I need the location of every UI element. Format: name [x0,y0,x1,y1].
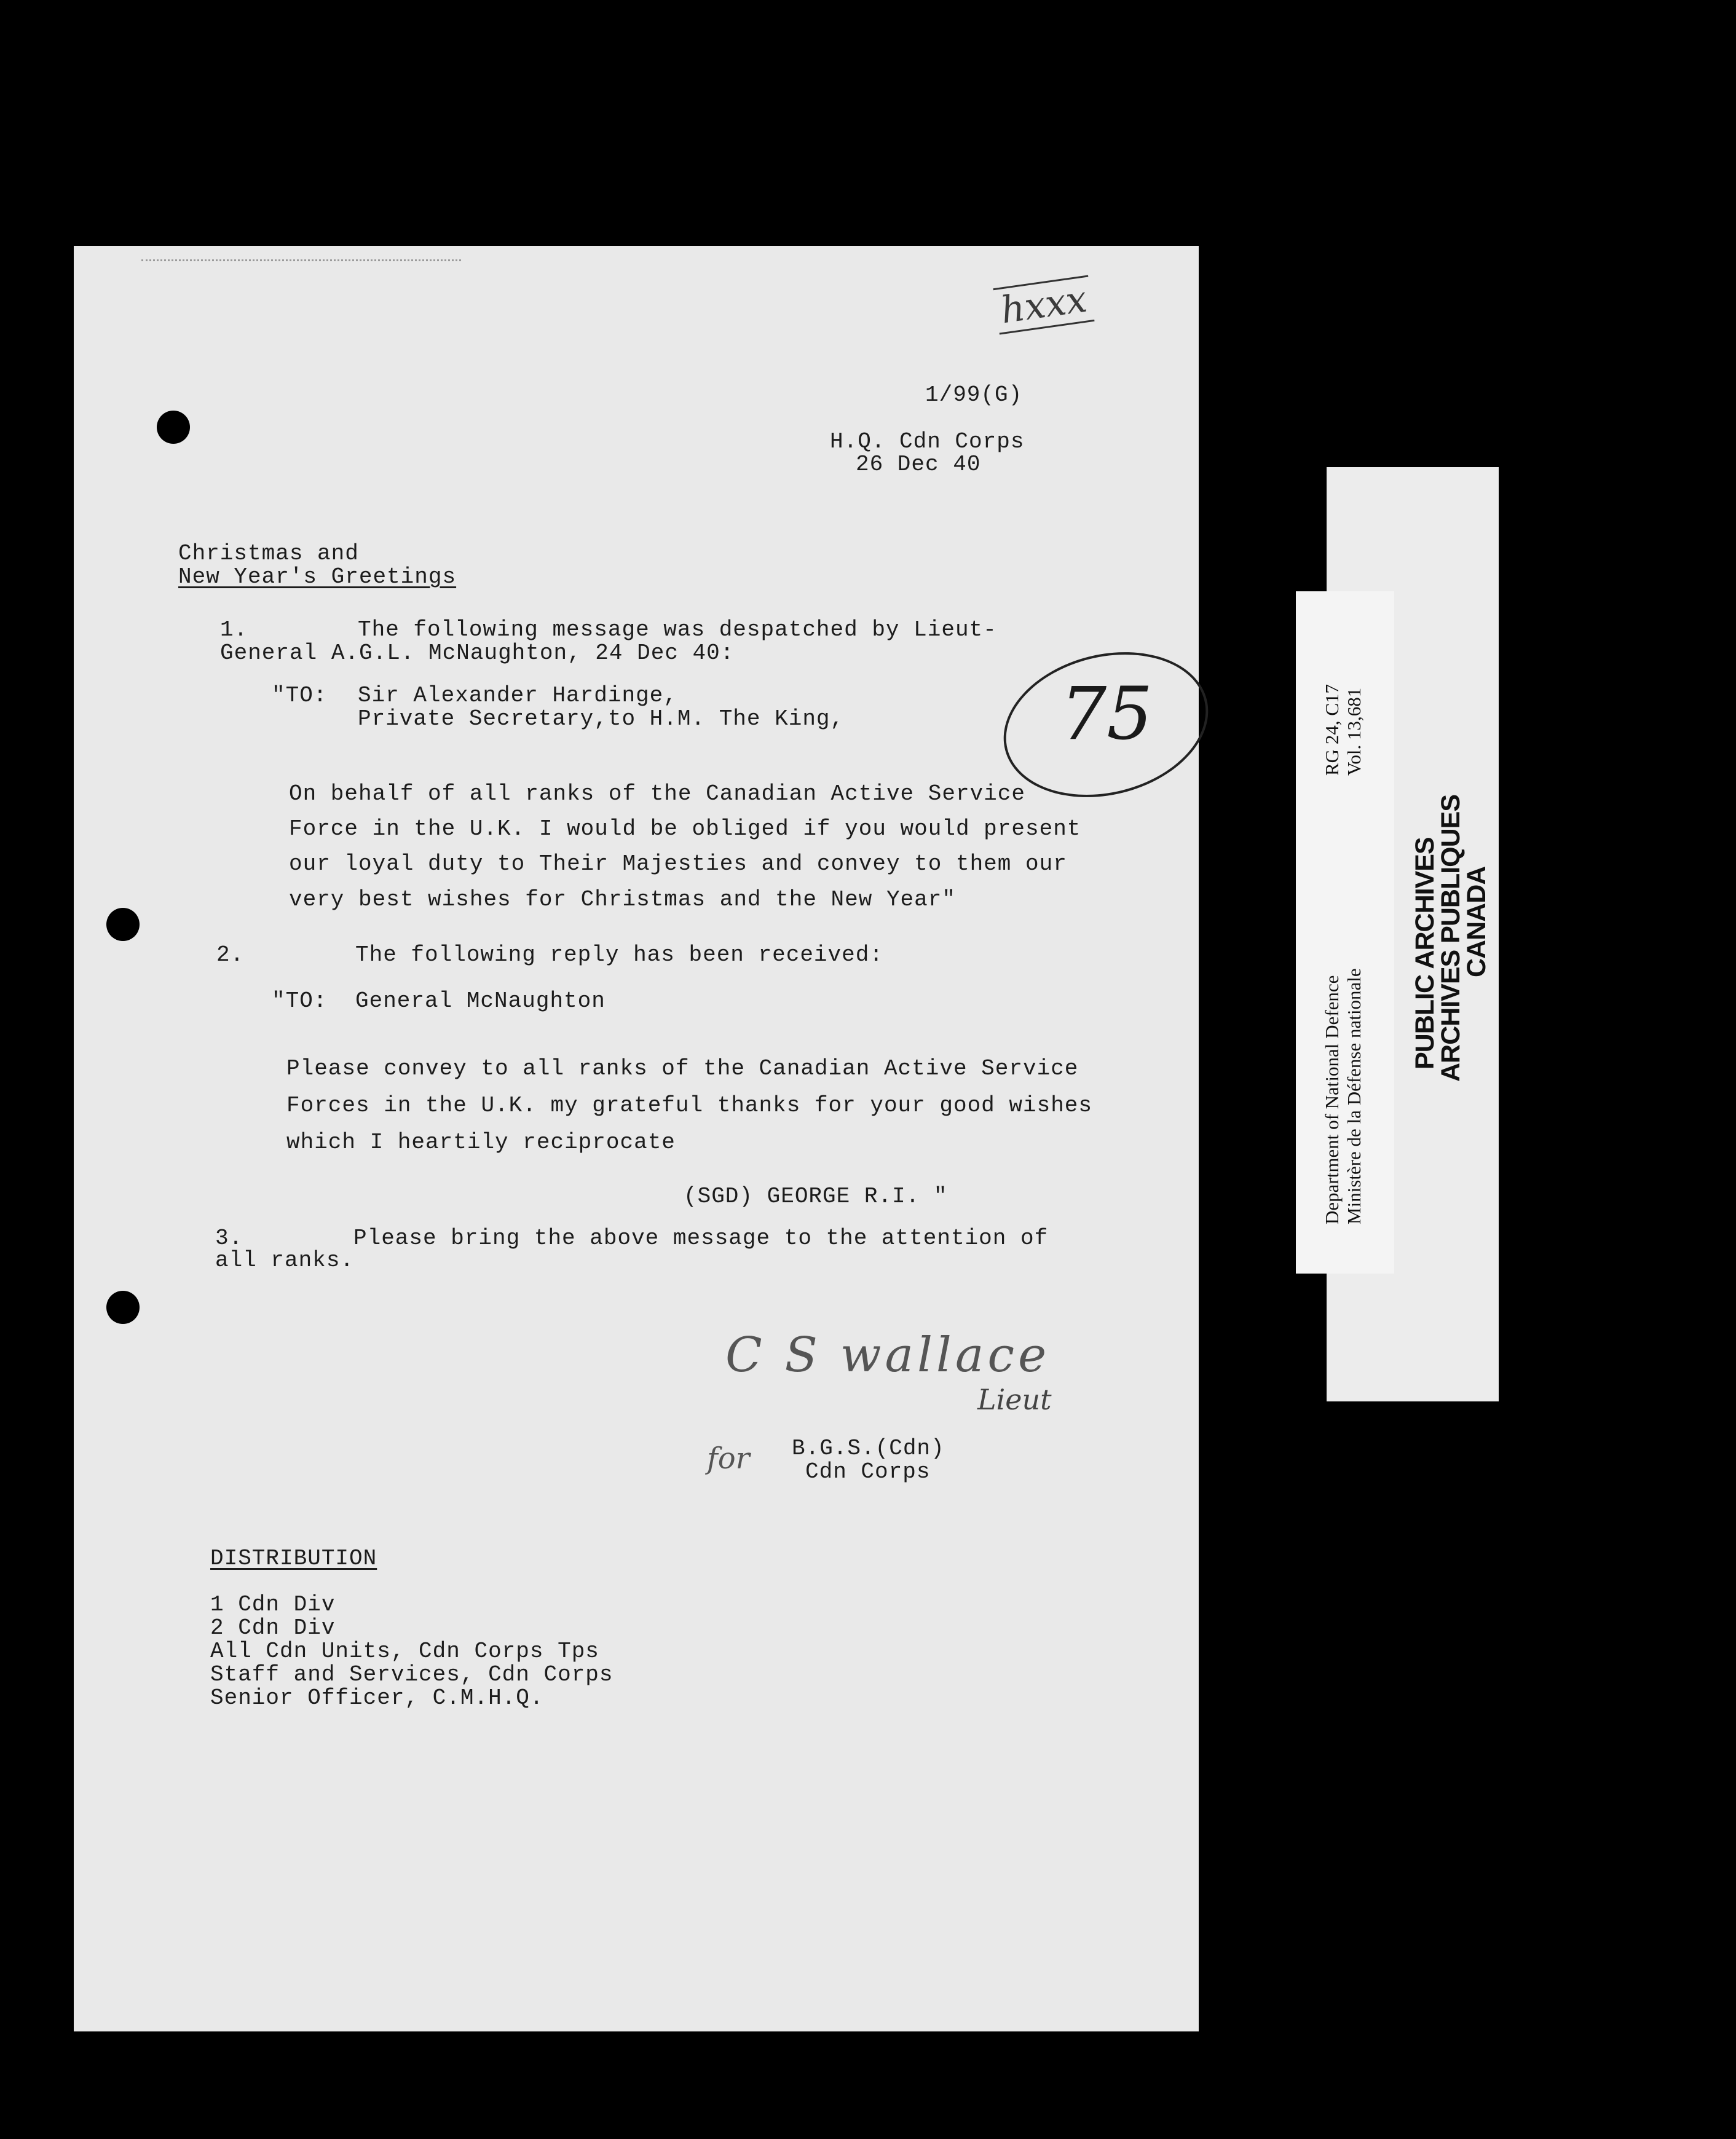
file-reference: 1/99(G) [925,382,1023,408]
msg-1-body-line-2: Force in the U.K. I would be obliged if you would present [289,816,1081,841]
para-1-line-1: The following message was despatched by Lieut- [358,617,997,642]
msg-2-body-line-3: which I heartily reciprocate [286,1130,676,1155]
archive-stamp-label [1296,591,1394,1274]
punch-hole-middle [106,908,140,941]
archive-name-en: PUBLIC ARCHIVES [1410,837,1440,1070]
department-fr: Ministère de la Défense nationale [1343,968,1365,1224]
handwritten-signature: C S wallace [725,1328,1051,1383]
msg-2-to-label: "TO: [272,988,328,1014]
msg-1-to-label: "TO: [272,683,328,708]
msg-1-addressee: Sir Alexander Hardinge, [358,683,677,708]
signatory-title: B.G.S.(Cdn) [792,1436,945,1461]
royal-signature: (SGD) GEORGE R.I. " [684,1184,948,1209]
msg-1-addressee-title: Private Secretary,to H.M. The King, [358,706,845,731]
para-1-number: 1. [220,617,248,642]
para-2-text: The following reply has been received: [355,942,883,967]
subject-line-1: Christmas and [178,541,359,566]
department-en: Department of National Defence [1321,975,1343,1224]
header-location: H.Q. Cdn Corps [830,429,1025,454]
para-1-line-2: General A.G.L. McNaughton, 24 Dec 40: [220,640,735,666]
msg-2-addressee: General McNaughton [355,988,606,1014]
handwritten-rank: Lieut [977,1383,1052,1416]
distribution-item: Senior Officer, C.M.H.Q. [210,1685,544,1711]
distribution-item: 2 Cdn Div [210,1615,336,1641]
header-date: 26 Dec 40 [856,452,981,477]
document-page [74,246,1199,2031]
distribution-heading: DISTRIBUTION [210,1546,377,1571]
msg-1-body-line-4: very best wishes for Christmas and the New Year" [289,887,956,912]
msg-1-body-line-1: On behalf of all ranks of the Canadian Active Service [289,781,1025,806]
subject-line-2: New Year's Greetings [178,564,457,589]
archive-name-fr: ARCHIVES PUBLIQUES [1436,794,1466,1082]
handwritten-for: for [707,1441,750,1476]
para-3-line-2: all ranks. [215,1248,355,1273]
record-group: RG 24, C17 [1321,684,1343,776]
faint-top-marks [141,259,461,265]
para-3-number: 3. [215,1226,243,1251]
archive-country: CANADA [1462,866,1491,977]
distribution-item: 1 Cdn Div [210,1592,336,1617]
signatory-unit: Cdn Corps [805,1459,931,1484]
handwritten-top-annotation: hxxx [993,275,1094,335]
punch-hole-top [157,411,190,444]
punch-hole-bottom [106,1291,140,1324]
para-3-line-1: Please bring the above message to the attention of [353,1226,1049,1251]
para-2-number: 2. [216,942,245,967]
distribution-item: Staff and Services, Cdn Corps [210,1662,614,1687]
msg-2-body-line-1: Please convey to all ranks of the Canadian Active Service [286,1056,1079,1081]
msg-2-body-line-2: Forces in the U.K. my grateful thanks for your good wishes [286,1093,1093,1118]
msg-1-body-line-3: our loyal duty to Their Majesties and convey to them our [289,851,1067,876]
volume-number: Vol. 13,681 [1343,687,1365,776]
circled-number-text: 75 [1060,671,1153,756]
distribution-item: All Cdn Units, Cdn Corps Tps [210,1639,599,1664]
